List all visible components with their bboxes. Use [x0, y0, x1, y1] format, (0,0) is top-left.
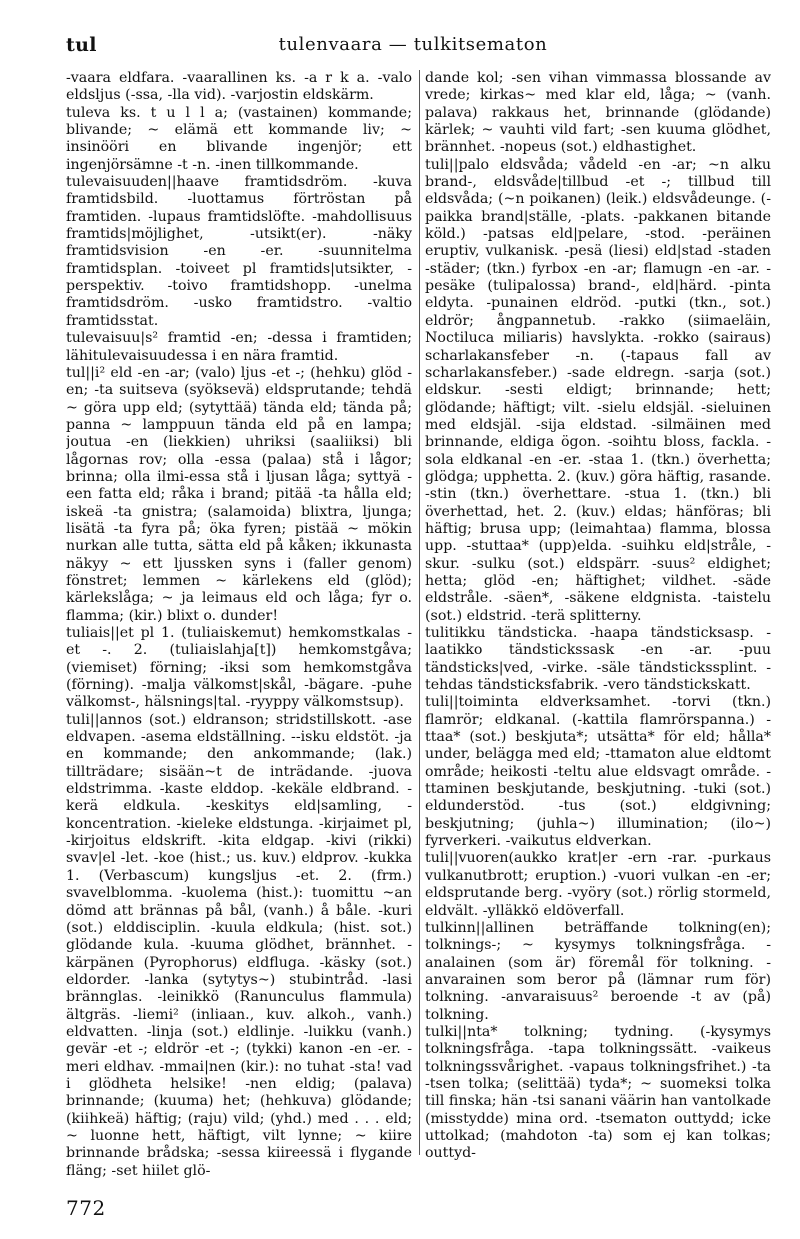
dictionary-entry: tuli||palo eldsvåda; vådeld -en -ar; ~n alku brand-, eldsvåde|tillbud -et -; tillbud till eldsvåda; (~n poikanen) (leik.) eldsvådeunge. (-paikka brand|ställe, -plats. -pakkanen bitande köld.) -patsas eld|pelare, -stod. -peräinen eruptiv, vulkanisk. -pesä (liesi) eld|stad -staden -städer; (tkn.) fyrbox -en -ar; flamugn -en -ar. -pesäke (tulipalossa) brand-, eld|härd. -pinta eldyta. -punainen eldröd. -putki (tkn., sot.) eldrör; ångpannetub. -rakko (siimaeläin, Noctiluca miliaris) havslykta. -rokko (sairaus) scharlakansfeber -n. (-tapaus fall av scharlakansfeber.) -sade eldregn. -sarja (sot.) eldskur. -sesti eldigt; brinnande; hett; glödande; häftigt; vilt. -sielu eldsjäl. -sieluinen med eldsjäl. -sija eldstad. -silmäinen med brinnande, eldiga ögon. -soihtu bloss, fackla. -sola eldkanal -en -er. -staa 1. (tkn.) överhetta; glödga; upphetta. 2. (kuv.) göra häftig, rasande. -stin (tkn.) överhettare. -stua 1. (tkn.) bli överhettad, het. 2. (kuv.) eldas; hänföras; bli häftig; brusa upp; (leimahtaa) flamma, blossa upp. -stuttaa* (upp)elda. -suihku eld|stråle, -skur. -sulku (sot.) eldspärr. -suus² eldighet; hetta; glöd -en; häftighet; vildhet. -säde eldstråle. -säen*, -säkene eldgnista. -taistelu (sot.) eldstrid. -terä splitterny. [425, 156, 771, 624]
dictionary-entry: tulkinn||allinen beträffande tolkning(en); tolknings-; ~ kysymys tolkningsfråga. -analainen (som är) föremål för tolkning. -anvarainen som beror på (lämnar rum för) tolkning. -anvaraisuus² beroende -t av (på) tolkning. [425, 919, 771, 1023]
header-headword: tul [66, 34, 97, 56]
page-number: 772 [66, 1196, 106, 1220]
page-header [66, 34, 760, 60]
dictionary-entry: dande kol; -sen vihan vimmassa blossande av vrede; kirkas~ med klar eld, låga; ~ (vanh. palava) rakkaus het, brinnande (glödande) kärlek; ~ vauhti vild fart; -sen kuuma glödhet, brännhet. -nopeus (sot.) eldhastighet. [425, 70, 771, 156]
right-column [425, 70, 771, 1190]
dictionary-entry: tuli||vuoren(aukko krat|er -ern -rar. -purkaus vulkanutbrott; eruption.) -vuori vulkan -en -er; eldsprutande berg. -vyöry (sot.) rörlig stormeld, eldvält. -ylläkkö eldöverfall. [425, 850, 771, 919]
dictionary-entry: tuli||annos (sot.) eldranson; stridstillskott. -ase eldvapen. -asema eldställning. --isku eldstöt. -ja en kommande; den ankommande; (lak.) tillträdare; sisään~t de inträdande. -juova eldstrimma. -kaste elddop. -kekäle eldbrand. -kerä eldkula. -keskitys eld|samling, -koncentration. -kieleke eldstunga. -kirjaimet pl, -kirjoitus eldskrift. -kita eldgap. -kivi (rikki) svav|el -let. -koe (hist.; us. kuv.) eldprov. -kukka 1. (Verbascum) kungsljus -et. 2. (frm.) svavelblomma. -kuolema (hist.): tuomittu ~an dömd att brännas på bål, (vanh.) å båle. -kuri (sot.) elddisciplin. -kuula eldkula; (hist. sot.) glödande kula. -kuuma glödhet, brännhet. -kärpänen (Pyrophorus) eldfluga. -käsky (sot.) eldorder. -lanka (sytytys~) stubintråd. -lasi brännglas. -leinikkö (Ranunculus flammula) ältgräs. -liemi² (inliaan., kuv. alkoh., vanh.) eldvatten. -linja (sot.) eldlinje. -luikku (vanh.) gevär -et -; eldrör -et -; (tykki) kanon -en -er. -meri eldhav. -mmai|nen (kir.): no tuhat -sta! vad i glödheta helsike! -nen eldig; (palava) brinnande; (kuuma) het; (hehkuva) glödande; (kiihkeä) häftig; (raju) vild; (yhd.) med . . . eld; ~ luonne hett, häftigt, vilt lynne; ~ kiire brinnande brådska; -sessa kiireessä i flygande fläng; -set hiilet glö- [66, 711, 412, 1179]
dictionary-entry: tuliais||et pl 1. (tuliaiskemut) hemkomstkalas -et -. 2. (tuliaislahja[t]) hemkomstgåva; (viemiset) förning; -iksi som hemkomstgåva (förning). -malja välkomst|skål, -bägare. -puhe välkomst-, hälsnings|tal. -ryyppy välkomstsup). [66, 625, 412, 711]
column-divider [419, 70, 420, 1155]
dictionary-entry: -vaara eldfara. -vaarallinen ks. -a r k a. -valo eldsljus (-ssa, -lla vid). -varjostin eldskärm. [66, 70, 412, 104]
dictionary-entry: tulitikku tändsticka. -haapa tändsticksasp. -laatikko tändstickssask -en -ar. -puu tändsticks|ved, -virke. -säle tändstickssplint. -tehdas tändsticksfabrik. -vero tändstickskatt. [425, 625, 771, 694]
dictionary-entry: tuleva ks. t u l l a; (vastainen) kommande; blivande; ~ elämä ett kommande liv; ~ insinööri en blivande ingenjör; ett ingenjörsämne -t -n. -inen tillkommande. [66, 104, 412, 173]
dictionary-entry: tulevaisuuden||haave framtidsdröm. -kuva framtidsbild. -luottamus förtröstan på framtiden. -lupaus framtidslöfte. -mahdollisuus framtids|möjlighet, -utsikt(er). -näky framtidsvision -en -er. -suunnitelma framtidsplan. -toiveet pl framtids|utsikter, -perspektiv. -toivo framtidshopp. -unelma framtidsdröm. -usko framtidstro. -valtio framtidsstat. [66, 174, 412, 329]
dictionary-entry: tul||i² eld -en -ar; (valo) ljus -et -; (hehku) glöd -en; -ta suitseva (syöksevä) eldsprutande; tehdä ~ göra upp eld; (sytyttää) tända eld; tända på; panna ~ lamppuun tända eld på en lampa; joutua -en (liekkien) uhriksi (saaliiksi) bli lågornas rov; olla -essa (palaa) stå i lågor; brinna; olla ilmi-essa stå i ljusan låga; syttyä -een fatta eld; råka i brand; pitää -ta hålla eld; iskeä -ta gnistra; (salamoida) blixtra, ljunga; lisätä -ta fyra på; öka fyren; pistää ~ mökin nurkan alle tutta, sätta eld på kåken; ikkunasta näkyy ~ ett ljussken syns i (faller genom) fönstret; lemmen ~ kärlekens eld (glöd); kärlekslåga; ~ ja leimaus eld och låga; fyr o. flamma; (kir.) blixt o. dunder! [66, 364, 412, 624]
left-column [66, 70, 412, 1190]
dictionary-entry: tuli||toiminta eldverksamhet. -torvi (tkn.) flamrör; eldkanal. (-kattila flamrörspanna.) -ttaa* (sot.) beskjuta*; utsätta* för eld; hålla* under, belägga med eld; -ttamaton alue eldtomt område; heikosti -teltu alue eldsvagt område. -ttaminen beskjutande, beskjutning. -tuki (sot.) eldunderstöd. -tus (sot.) eldgivning; beskjutning; (juhla~) illumination; (ilo~) fyrverkeri. -vaikutus eldverkan. [425, 694, 771, 850]
header-range: tulenvaara — tulkitsematon [278, 34, 548, 55]
dictionary-entry: tulki||nta* tolkning; tydning. (-kysymys tolkningsfråga. -tapa tolkningssätt. -vaikeus tolkningssvårighet. -vapaus tolkningsfrihet.) -ta -tsen tolka; (selittää) tyda*; ~ suomeksi tolka till finska; hän -tsi sanani väärin han vantolkade (misstydde) mina ord. -tsematon outtydd; icke uttolkad; (mahdoton -ta) som ej kan tolkas; outtyd- [425, 1023, 771, 1162]
dictionary-entry: tulevaisuu|s² framtid -en; -dessa i framtiden; lähitulevaisuudessa i en nära framtid. [66, 330, 412, 364]
